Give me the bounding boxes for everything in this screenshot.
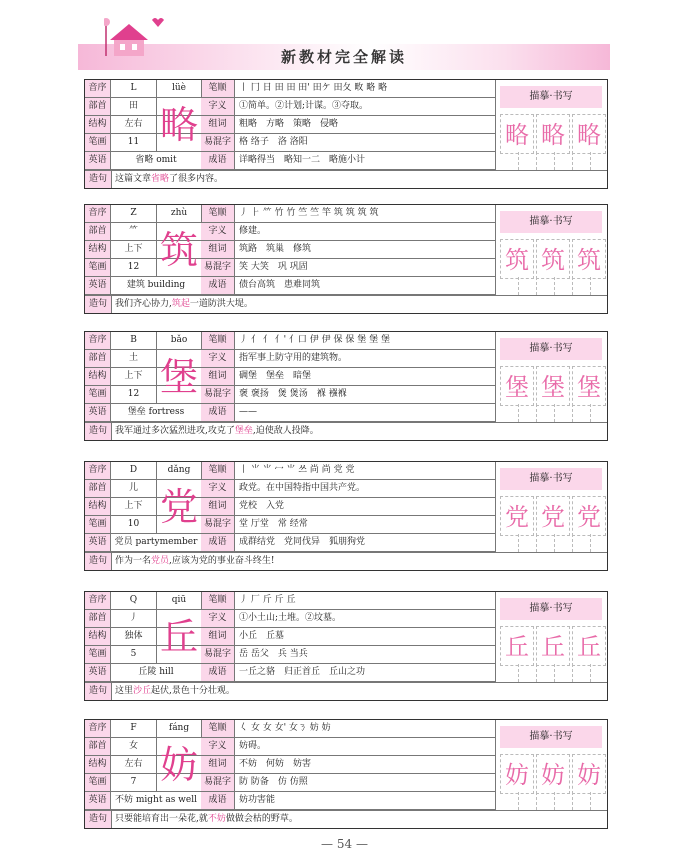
guide-line <box>536 792 537 810</box>
card-row <box>85 720 495 738</box>
label-jiegou: 结构 <box>85 498 111 515</box>
value-bushou: ⺮ <box>111 223 157 240</box>
sentence-post: 了很多内容。 <box>169 174 224 184</box>
label-yinxu: 音序 <box>85 720 111 737</box>
label-yingyu: 英语 <box>85 152 111 169</box>
guide-line <box>554 277 555 295</box>
pinyin: bǎo <box>157 332 202 349</box>
sentence-post: 一道防洪大堤。 <box>189 299 253 309</box>
label-yihunzi: 易混字 <box>201 134 235 151</box>
character-card <box>84 204 608 314</box>
label-bihua: 笔画 <box>85 774 111 791</box>
label-zaoju: 造句 <box>85 296 112 313</box>
value-zuci: 碉堡 堡垒 暗堡 <box>239 371 312 381</box>
label-zuci: 组词 <box>201 756 235 773</box>
value-bushou: 田 <box>111 98 157 115</box>
pinyin: fáng <box>157 720 202 737</box>
trace-area <box>495 592 608 682</box>
example-sentence <box>115 171 223 188</box>
label-bushou: 部首 <box>85 480 111 497</box>
value-bishun: 丨 冂 日 田 田 田' 田ケ 田夂 畋 略 略 <box>239 83 388 93</box>
card-row <box>85 610 495 628</box>
label-yingyu: 英语 <box>85 664 111 681</box>
value-yihunzi: 岳 岳父 兵 当兵 <box>239 649 308 659</box>
value-chengyu: 详略得当 略知一二 略施小计 <box>239 155 366 165</box>
card-row <box>85 498 495 516</box>
guide-line <box>536 277 537 295</box>
guide-line <box>572 664 573 682</box>
guide-line <box>590 404 591 422</box>
value-bishun: 丨 ⺌ ⺌ 冖 ⺌ 쓰 尚 尚 党 党 <box>239 465 355 475</box>
value-ziyi: 指军事上防守用的建筑物。 <box>239 353 348 363</box>
character-card <box>84 331 608 441</box>
trace-header: 描摹·书写 <box>500 598 602 620</box>
example-sentence-row <box>85 422 607 440</box>
label-yingyu: 英语 <box>85 277 111 294</box>
label-bushou: 部首 <box>85 610 111 627</box>
card-row <box>85 664 495 682</box>
label-zaoju: 造句 <box>85 683 112 700</box>
value-bihua: 7 <box>111 774 157 791</box>
card-row <box>85 646 495 664</box>
value-bihua: 12 <box>111 386 157 403</box>
label-bishun: 笔顺 <box>201 80 235 97</box>
trace-character: 丘 <box>536 626 570 666</box>
guide-line <box>572 404 573 422</box>
card-row <box>85 205 495 223</box>
label-bihua: 笔画 <box>85 259 111 276</box>
sentence-post: 做做会枯的野草。 <box>225 814 298 824</box>
pinyin: lüè <box>157 80 202 97</box>
trace-character: 略 <box>536 114 570 154</box>
label-zuci: 组词 <box>201 498 235 515</box>
value-chengyu: —— <box>239 407 257 417</box>
guide-line <box>554 152 555 170</box>
value-zuci: 粗略 方略 策略 侵略 <box>239 119 339 129</box>
value-yinxu: Q <box>111 592 157 609</box>
value-ziyi: 妨碍。 <box>239 741 267 751</box>
guide-line <box>554 792 555 810</box>
label-bishun: 笔顺 <box>201 332 235 349</box>
trace-header: 描摹·书写 <box>500 211 602 233</box>
example-sentence-row <box>85 810 607 828</box>
value-jiegou: 独体 <box>111 628 157 645</box>
example-sentence <box>115 296 253 313</box>
trace-area <box>495 332 608 422</box>
example-sentence <box>115 423 319 440</box>
sentence-pre: 这篇文章 <box>115 174 152 184</box>
guide-line <box>572 152 573 170</box>
character-card <box>84 591 608 701</box>
value-bishun: 丿 厂 斤 斤 丘 <box>239 595 296 605</box>
trace-character: 党 <box>536 496 570 536</box>
guide-line <box>518 664 519 682</box>
value-yihunzi: 堂 厅堂 常 经常 <box>239 519 308 529</box>
trace-area <box>495 205 608 295</box>
trace-character: 妨 <box>536 754 570 794</box>
sentence-highlight: 筑起 <box>171 299 190 309</box>
example-sentence-row <box>85 295 607 313</box>
card-row <box>85 241 495 259</box>
card-row <box>85 534 495 552</box>
value-yinxu: B <box>111 332 157 349</box>
label-bishun: 笔顺 <box>201 592 235 609</box>
label-yihunzi: 易混字 <box>201 516 235 533</box>
card-row <box>85 134 495 152</box>
guide-line <box>590 664 591 682</box>
trace-character: 略 <box>500 114 534 154</box>
label-bushou: 部首 <box>85 738 111 755</box>
value-ziyi: 政党。在中国特指中国共产党。 <box>239 483 366 493</box>
label-jiegou: 结构 <box>85 628 111 645</box>
value-bishun: 𡿨 女 女 女' 女ㄋ 妨 妨 <box>239 723 331 733</box>
card-row <box>85 259 495 277</box>
value-jiegou: 上下 <box>111 498 157 515</box>
main-character: 略 <box>159 103 198 147</box>
label-yihunzi: 易混字 <box>201 259 235 276</box>
value-bishun: 丿 亻 亻 亻' 亻口 伊 伊 保 保 堡 堡 堡 <box>239 335 390 345</box>
label-chengyu: 成语 <box>201 152 235 169</box>
guide-line <box>536 534 537 552</box>
main-character: 丘 <box>159 615 198 659</box>
page-number-value: 54 <box>336 837 353 851</box>
value-jiegou: 上下 <box>111 241 157 258</box>
trace-character: 略 <box>572 114 606 154</box>
value-bushou: 土 <box>111 350 157 367</box>
character-card <box>84 79 608 189</box>
label-bushou: 部首 <box>85 98 111 115</box>
value-english: 堡垒 fortress <box>127 407 185 417</box>
trace-header: 描摹·书写 <box>500 86 602 108</box>
trace-character: 堡 <box>572 366 606 406</box>
value-bushou: 儿 <box>111 480 157 497</box>
card-row <box>85 592 495 610</box>
card-row <box>85 277 495 295</box>
value-ziyi: ①小土山;土堆。②坟墓。 <box>239 613 342 623</box>
value-english: 不妨 might as well <box>115 795 197 805</box>
label-bishun: 笔顺 <box>201 462 235 479</box>
value-yihunzi: 格 络子 洛 洛阳 <box>239 137 308 147</box>
guide-line <box>554 664 555 682</box>
card-row <box>85 350 495 368</box>
card-row <box>85 404 495 422</box>
label-bishun: 笔顺 <box>201 205 235 222</box>
guide-line <box>518 152 519 170</box>
trace-character: 筑 <box>500 239 534 279</box>
card-row <box>85 480 495 498</box>
value-english: 党员 partymember <box>114 537 198 547</box>
label-chengyu: 成语 <box>201 534 235 551</box>
label-chengyu: 成语 <box>201 792 235 809</box>
value-yihunzi: 防 防备 仿 仿照 <box>239 777 308 787</box>
label-bihua: 笔画 <box>85 646 111 663</box>
example-sentence <box>115 683 235 700</box>
value-yinxu: Z <box>111 205 157 222</box>
label-jiegou: 结构 <box>85 241 111 258</box>
card-row <box>85 80 495 98</box>
value-chengyu: 妨功害能 <box>239 795 276 805</box>
label-zuci: 组词 <box>201 241 235 258</box>
label-bushou: 部首 <box>85 350 111 367</box>
value-chengyu: 成群结党 党同伐异 狐朋狗党 <box>239 537 366 547</box>
sentence-pre: 我军通过多次猛烈进攻,攻克了 <box>115 426 235 436</box>
value-chengyu: 债台高筑 患难同筑 <box>239 280 321 290</box>
label-zaoju: 造句 <box>85 811 112 828</box>
label-chengyu: 成语 <box>201 277 235 294</box>
card-row <box>85 386 495 404</box>
label-bihua: 笔画 <box>85 516 111 533</box>
trace-character: 党 <box>500 496 534 536</box>
trace-area <box>495 720 608 810</box>
label-bihua: 笔画 <box>85 386 111 403</box>
sentence-highlight: 省略 <box>151 174 170 184</box>
value-yihunzi: 褒 褒扬 煲 煲汤 褓 襁褓 <box>239 389 347 399</box>
label-zaoju: 造句 <box>85 553 112 570</box>
trace-character: 丘 <box>572 626 606 666</box>
card-row <box>85 368 495 386</box>
sentence-pre: 只要能培育出一朵花,就 <box>115 814 208 824</box>
card-row <box>85 628 495 646</box>
sentence-pre: 这里 <box>115 686 134 696</box>
value-ziyi: ①简单。②计划;计谋。③夺取。 <box>239 101 369 111</box>
card-row <box>85 462 495 480</box>
trace-header: 描摹·书写 <box>500 338 602 360</box>
label-yihunzi: 易混字 <box>201 646 235 663</box>
label-zuci: 组词 <box>201 116 235 133</box>
sentence-highlight: 堡垒 <box>234 426 253 436</box>
value-english: 建筑 building <box>126 280 186 290</box>
value-chengyu: 一丘之貉 归正首丘 丘山之功 <box>239 667 366 677</box>
character-card <box>84 719 608 829</box>
guide-line <box>590 152 591 170</box>
value-yinxu: F <box>111 720 157 737</box>
label-bishun: 笔顺 <box>201 720 235 737</box>
guide-line <box>536 404 537 422</box>
value-jiegou: 上下 <box>111 368 157 385</box>
label-zaoju: 造句 <box>85 423 112 440</box>
value-bihua: 10 <box>111 516 157 533</box>
value-jiegou: 左右 <box>111 116 157 133</box>
trace-character: 丘 <box>500 626 534 666</box>
label-bushou: 部首 <box>85 223 111 240</box>
guide-line <box>536 152 537 170</box>
label-yihunzi: 易混字 <box>201 774 235 791</box>
card-row <box>85 223 495 241</box>
value-bushou: 女 <box>111 738 157 755</box>
guide-line <box>518 404 519 422</box>
card-row <box>85 332 495 350</box>
guide-line <box>554 404 555 422</box>
guide-line <box>518 534 519 552</box>
example-sentence <box>115 811 298 828</box>
guide-line <box>518 277 519 295</box>
example-sentence-row <box>85 682 607 700</box>
label-zaoju: 造句 <box>85 171 112 188</box>
value-english: 丘陵 hill <box>138 667 174 677</box>
label-zuci: 组词 <box>201 628 235 645</box>
card-row <box>85 152 495 170</box>
guide-line <box>590 792 591 810</box>
sentence-post: 起伏,景色十分壮观。 <box>151 686 235 696</box>
sentence-highlight: 沙丘 <box>133 686 152 696</box>
trace-character: 妨 <box>572 754 606 794</box>
label-chengyu: 成语 <box>201 404 235 421</box>
guide-line <box>518 792 519 810</box>
trace-header: 描摹·书写 <box>500 726 602 748</box>
header-title: 新教材完全解读 <box>280 48 407 66</box>
value-bushou: 丿 <box>111 610 157 627</box>
label-ziyi: 字义 <box>201 610 235 627</box>
pinyin: dǎng <box>157 462 202 479</box>
label-yingyu: 英语 <box>85 534 111 551</box>
label-ziyi: 字义 <box>201 738 235 755</box>
value-zuci: 小丘 丘墓 <box>239 631 285 641</box>
value-bishun: 丿 ⺊ ⺮ 竹 竹 竺 竺 竿 筑 筑 筑 筑 <box>239 208 379 218</box>
value-yihunzi: 笑 大笑 巩 巩固 <box>239 262 308 272</box>
label-ziyi: 字义 <box>201 480 235 497</box>
label-ziyi: 字义 <box>201 350 235 367</box>
sentence-pre: 我们齐心协力, <box>115 299 172 309</box>
main-character: 妨 <box>159 743 198 787</box>
example-sentence-row <box>85 552 607 570</box>
value-yinxu: D <box>111 462 157 479</box>
label-jiegou: 结构 <box>85 368 111 385</box>
main-character: 党 <box>159 485 198 529</box>
trace-header: 描摹·书写 <box>500 468 602 490</box>
pinyin: zhù <box>157 205 202 222</box>
label-jiegou: 结构 <box>85 116 111 133</box>
main-character: 筑 <box>159 228 198 272</box>
header-banner <box>78 30 610 72</box>
value-bihua: 12 <box>111 259 157 276</box>
value-bihua: 5 <box>111 646 157 663</box>
value-english: 省略 omit <box>135 155 177 165</box>
value-zuci: 党校 入党 <box>239 501 285 511</box>
label-yihunzi: 易混字 <box>201 386 235 403</box>
example-sentence-row <box>85 170 607 188</box>
trace-area <box>495 462 608 552</box>
label-ziyi: 字义 <box>201 223 235 240</box>
label-yingyu: 英语 <box>85 792 111 809</box>
label-yinxu: 音序 <box>85 80 111 97</box>
trace-character: 妨 <box>500 754 534 794</box>
example-sentence <box>115 553 275 570</box>
guide-line <box>572 534 573 552</box>
label-yinxu: 音序 <box>85 332 111 349</box>
card-row <box>85 116 495 134</box>
card-row <box>85 98 495 116</box>
trace-character: 筑 <box>536 239 570 279</box>
trace-character: 筑 <box>572 239 606 279</box>
label-zuci: 组词 <box>201 368 235 385</box>
guide-line <box>572 277 573 295</box>
sentence-post: ,迫使敌人投降。 <box>252 426 319 436</box>
sentence-post: ,应该为党的事业奋斗终生! <box>169 556 275 566</box>
value-zuci: 不妨 何妨 妨害 <box>239 759 312 769</box>
label-yinxu: 音序 <box>85 592 111 609</box>
pinyin: qiū <box>157 592 202 609</box>
label-ziyi: 字义 <box>201 98 235 115</box>
label-jiegou: 结构 <box>85 756 111 773</box>
guide-line <box>536 664 537 682</box>
value-zuci: 筑路 筑巢 修筑 <box>239 244 312 254</box>
character-card <box>84 461 608 571</box>
card-row <box>85 792 495 810</box>
page-number: — 54 — <box>321 837 368 851</box>
guide-line <box>590 277 591 295</box>
trace-character: 党 <box>572 496 606 536</box>
main-character: 堡 <box>159 355 198 399</box>
sentence-pre: 作为一名 <box>115 556 152 566</box>
label-bihua: 笔画 <box>85 134 111 151</box>
label-yingyu: 英语 <box>85 404 111 421</box>
sentence-highlight: 不妨 <box>207 814 226 824</box>
value-ziyi: 修建。 <box>239 226 267 236</box>
label-chengyu: 成语 <box>201 664 235 681</box>
value-yinxu: L <box>111 80 157 97</box>
guide-line <box>590 534 591 552</box>
label-yinxu: 音序 <box>85 462 111 479</box>
label-yinxu: 音序 <box>85 205 111 222</box>
trace-character: 堡 <box>536 366 570 406</box>
card-row <box>85 738 495 756</box>
sentence-highlight: 党员 <box>151 556 170 566</box>
value-bihua: 11 <box>111 134 157 151</box>
trace-area <box>495 80 608 170</box>
trace-character: 堡 <box>500 366 534 406</box>
guide-line <box>572 792 573 810</box>
guide-line <box>554 534 555 552</box>
value-jiegou: 左右 <box>111 756 157 773</box>
card-row <box>85 516 495 534</box>
card-row <box>85 774 495 792</box>
card-row <box>85 756 495 774</box>
